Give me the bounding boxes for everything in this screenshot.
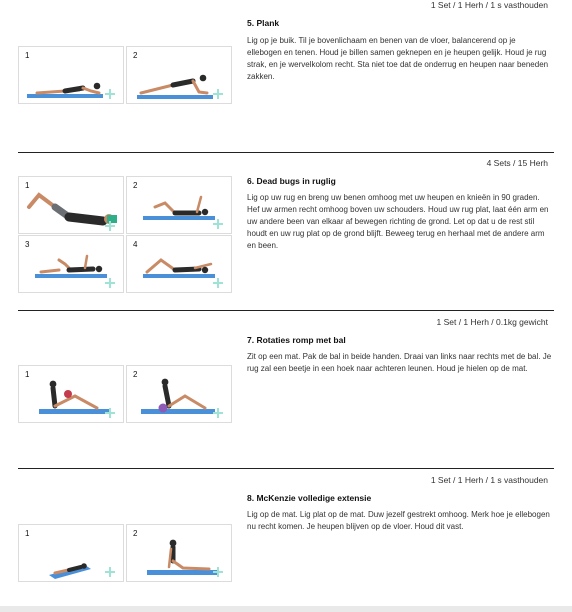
exercise-7-photo-1 <box>19 366 123 422</box>
plus-icon <box>213 219 223 229</box>
exercise-6-photo-1 <box>19 177 123 233</box>
section-divider <box>18 310 554 311</box>
plus-icon <box>105 567 115 577</box>
exercise-5-sets: 1 Set / 1 Herh / 1 s vasthouden <box>430 0 548 10</box>
exercise-7-sets: 1 Set / 1 Herh / 0.1kg gewicht <box>436 317 548 327</box>
photo-number: 2 <box>133 51 138 60</box>
photo-number: 1 <box>25 51 30 60</box>
photo-number: 2 <box>133 529 138 538</box>
plus-icon <box>213 567 223 577</box>
exercise-5-title: 5. Plank <box>247 18 280 28</box>
person-figure <box>19 366 123 422</box>
photo-number: 1 <box>25 370 30 379</box>
person-figure <box>127 236 231 292</box>
plus-icon <box>105 89 115 99</box>
exercise-6-description: Lig op uw rug en breng uw benen omhoog met uw heupen en knieën in 90 graden. Hef uw armen recht omhoog boven uw schouders. Houd uw rug plat, laat één arm en uw andere been van elkaar af bewegen richting de grond. Let op dat u de rest stil houdt en uw rug plat op de grond blijft. Beweeg terug en herhaal met de andere arm en been. <box>247 193 549 250</box>
section-divider <box>18 152 554 153</box>
person-figure <box>19 525 123 581</box>
exercise-6-photo-3 <box>19 236 123 292</box>
exercise-7-description: Zit op een mat. Pak de bal in beide handen. Draai van links naar rechts met de bal. Je rug zal een beetje in een hoek naar achteren leunen. Houd je hielen op de mat. <box>247 352 552 373</box>
photo-number: 1 <box>25 181 30 190</box>
page-footer <box>0 606 572 612</box>
person-figure <box>127 177 231 233</box>
exercise-8-photo-1 <box>19 525 123 581</box>
person-figure <box>19 47 123 103</box>
exercise-6-photo-4 <box>127 236 231 292</box>
exercise-8-sets: 1 Set / 1 Herh / 1 s vasthouden <box>430 475 548 485</box>
exercise-8-description: Lig op de mat. Lig plat op de mat. Duw jezelf gestrekt omhoog. Merk hoe je ellebogen nu recht komen. Je heupen blijven op de vloer. Houd dit vast. <box>247 510 550 531</box>
plus-icon <box>213 278 223 288</box>
exercise-5-photo-2 <box>127 47 231 103</box>
photo-number: 2 <box>133 181 138 190</box>
exercise-5-photo-1 <box>19 47 123 103</box>
exercise-6-title: 6. Dead bugs in ruglig <box>247 176 336 186</box>
exercise-8-title: 8. McKenzie volledige extensie <box>247 493 372 503</box>
person-figure <box>127 366 231 422</box>
person-figure <box>19 236 123 292</box>
photo-number: 2 <box>133 370 138 379</box>
person-figure <box>19 177 123 233</box>
exercise-6-sets: 4 Sets / 15 Herh <box>486 158 548 168</box>
photo-number: 4 <box>133 240 138 249</box>
photo-number: 3 <box>25 240 30 249</box>
exercise-7-photo-2 <box>127 366 231 422</box>
person-figure <box>127 47 231 103</box>
plus-icon <box>213 89 223 99</box>
exercise-7-title: 7. Rotaties romp met bal <box>247 335 346 345</box>
person-figure <box>127 525 231 581</box>
exercise-6-photo-2 <box>127 177 231 233</box>
plus-icon <box>105 278 115 288</box>
exercise-8-photo-2 <box>127 525 231 581</box>
photo-number: 1 <box>25 529 30 538</box>
exercise-5-description: Lig op je buik. Til je bovenlichaam en benen van de vloer, balancerend op je ellebogen en tenen. Houd je billen samen geknepen en je heupen gelijk. Houd je rug strak, en je wervelkolom recht. Sta niet toe dat de onderrug en heupen naar beneden zakken. <box>247 36 549 81</box>
section-divider <box>18 468 554 469</box>
